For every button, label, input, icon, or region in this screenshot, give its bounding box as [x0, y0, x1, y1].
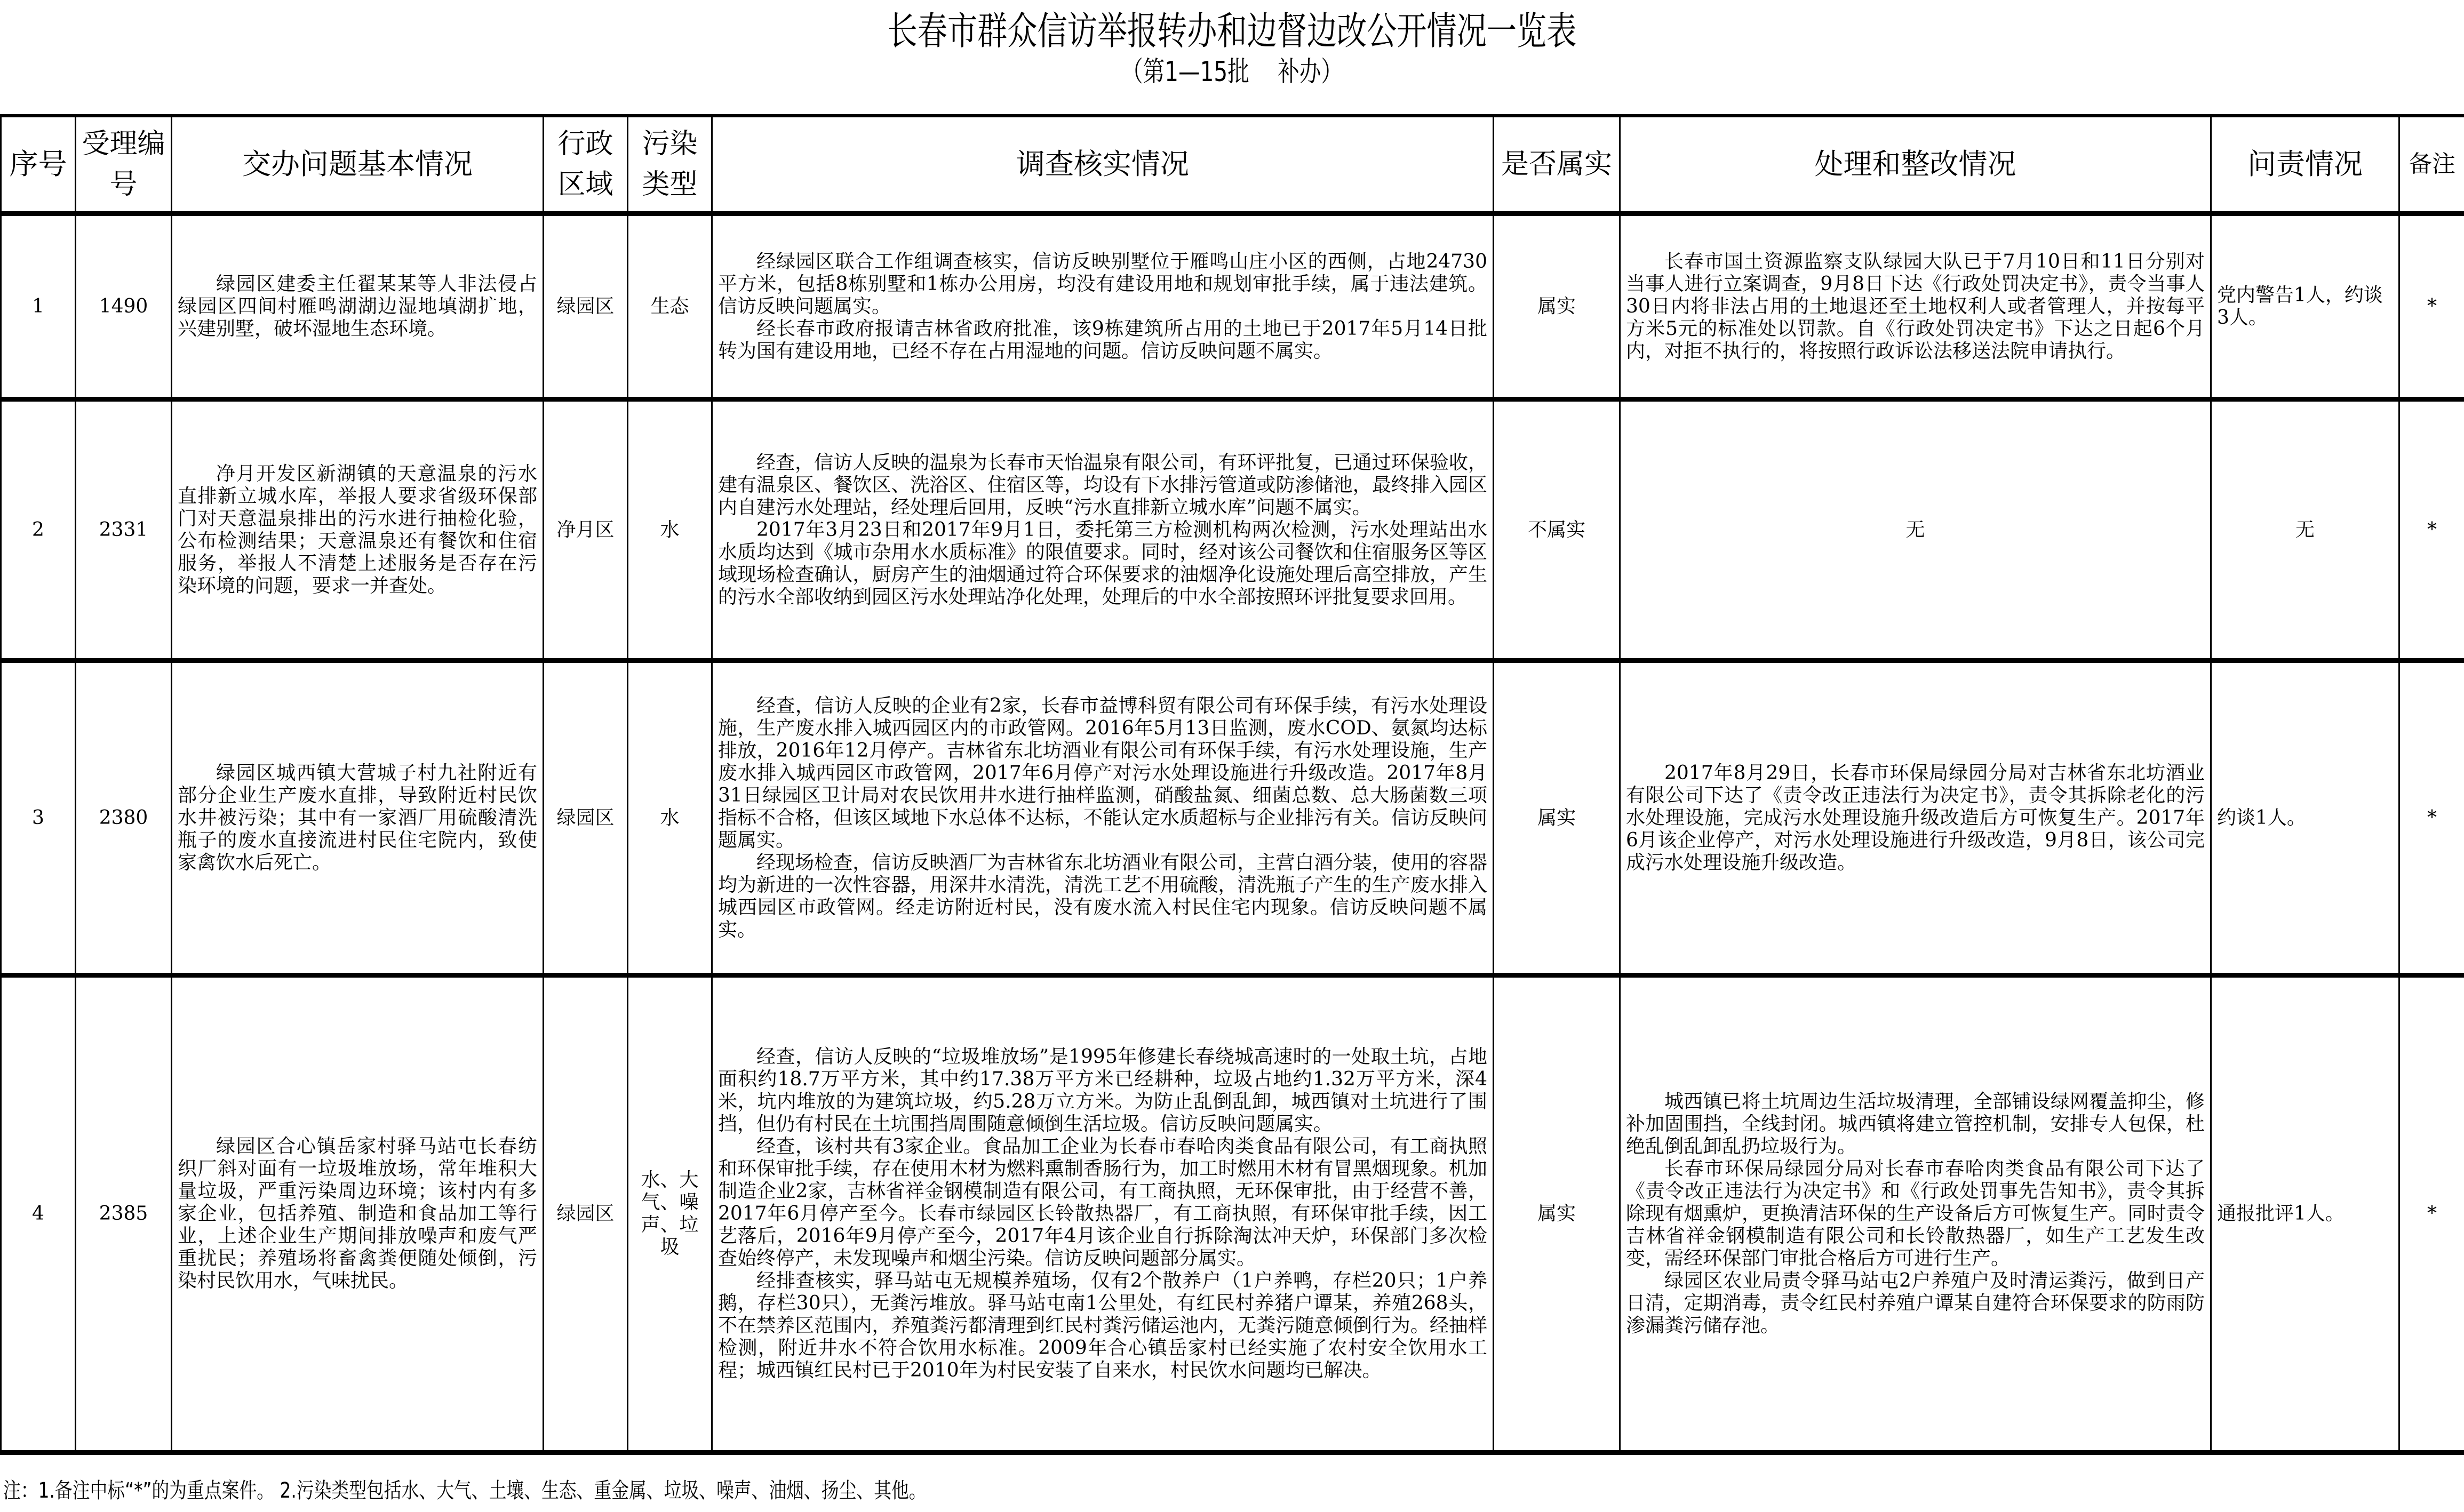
cell-pollution-type: 水 [628, 661, 712, 975]
cell-issue [172, 399, 544, 661]
cell-district: 绿园区 [544, 661, 628, 975]
cell-seq: 4 [1, 975, 76, 1453]
cell-remarks-key-case-mark: * [2399, 975, 2464, 1453]
table-header-row [1, 116, 2464, 214]
table-row [1, 399, 2464, 661]
cell-handling-paragraph: 绿园区农业局责令驿马站屯2户养殖户及时清运粪污，做到日产日清，定期消毒，责令红民村养殖户谭某自建符合环保要求的防雨防渗漏粪污储存池。 [1626, 1270, 2205, 1337]
cell-handling [1620, 399, 2211, 661]
cell-investigation [712, 975, 1494, 1453]
cell-receipt-no: 2385 [76, 975, 172, 1453]
cell-accountability: 通报批评1人。 [2211, 975, 2399, 1453]
cell-issue-text: 净月开发区新湖镇的天意温泉的污水直排新立城水库，举报人要求省级环保部门对天意温泉排出的污水进行抽检化验，公布检测结果；天意温泉还有餐饮和住宿服务，举报人不清楚上述服务是否存在污染环境的问题，要求一并查处。 [178, 462, 537, 597]
cell-investigation-paragraph: 经查，信访人反映的企业有2家，长春市益博科贸有限公司有环保手续，有污水处理设施，生产废水排入城西园区内的市政管网。2016年5月13日监测，废水COD、氨氮均达标排放，2016年12月停产。吉林省东北坊酒业有限公司有环保手续，有污水处理设施，生产废水排入城西园区市政管网，2017年6月停产对污水处理设施进行升级改造。2017年8月31日绿园区卫计局对农民饮用井水进行抽样监测，硝酸盐氮、细菌总数、总大肠菌数三项指标不合格，但该区域地下水总体不达标，不能认定水质超标与企业排污有关。信访反映问题属实。 [718, 694, 1487, 851]
cell-district: 净月区 [544, 399, 628, 661]
cell-issue-text: 绿园区合心镇岳家村驿马站屯长春纺织厂斜对面有一垃圾堆放场，常年堆积大量垃圾，严重污染周边环境；该村内有多家企业，包括养殖、制造和食品加工等行业，上述企业生产期间排放噪声和废气严重扰民；养殖场将畜禽粪便随处倾倒，污染村民饮用水，气味扰民。 [178, 1135, 537, 1292]
cell-investigation-paragraph: 经现场检查，信访反映酒厂为吉林省东北坊酒业有限公司，主营白酒分装，使用的容器均为新进的一次性容器，用深井水清洗，清洗工艺不用硫酸，清洗瓶子产生的生产废水排入城西园区市政管网。经走访附近村民，没有废水流入村民住宅内现象。信访反映问题不属实。 [718, 851, 1487, 941]
cell-issue [172, 661, 544, 975]
cell-accountability: 党内警告1人，约谈3人。 [2211, 214, 2399, 399]
table-row [1, 214, 2464, 399]
cell-remarks-key-case-mark: * [2399, 399, 2464, 661]
cell-remarks-key-case-mark: * [2399, 214, 2464, 399]
cell-receipt-no: 2331 [76, 399, 172, 661]
table-row [1, 975, 2464, 1453]
cell-verified: 属实 [1494, 975, 1620, 1453]
cell-seq: 3 [1, 661, 76, 975]
cell-remarks-key-case-mark: * [2399, 661, 2464, 975]
cell-handling-paragraph: 长春市国土资源监察支队绿园大队已于7月10日和11日分别对当事人进行立案调查，9月8日下达《行政处罚决定书》，责令当事人30日内将非法占用的土地退还至土地权利人或者管理人，并按每平方米5元的标准处以罚款。自《行政处罚决定书》下达之日起6个月内，对拒不执行的，将按照行政诉讼法移送法院申请执行。 [1626, 250, 2205, 362]
cell-investigation-paragraph: 经查，信访人反映的温泉为长春市天怡温泉有限公司，有环评批复，已通过环保验收，建有温泉区、餐饮区、洗浴区、住宿区等，均设有下水排污管道或防渗储池，最终排入园区内自建污水处理站，经处理后回用，反映“污水直排新立城水库”问题不属实。 [718, 451, 1487, 518]
header-accountability: 问责情况 [2211, 116, 2399, 214]
header-verified: 是否属实 [1494, 116, 1620, 214]
disclosure-table [0, 114, 2464, 1455]
cell-pollution-type: 水、大气、噪声、垃圾 [628, 975, 712, 1453]
cell-issue-text: 绿园区城西镇大营城子村九社附近有部分企业生产废水直排，导致附近村民饮水井被污染；其中有一家酒厂用硫酸清洗瓶子的废水直接流进村民住宅院内，致使家禽饮水后死亡。 [178, 762, 537, 874]
document-subtitle: （第1—15批 补办） [1121, 56, 1343, 88]
cell-issue-text: 绿园区建委主任翟某某等人非法侵占绿园区四间村雁鸣湖湖边湿地填湖扩地，兴建别墅，破坏湿地生态环境。 [178, 273, 537, 340]
cell-investigation-paragraph: 2017年3月23日和2017年9月1日，委托第三方检测机构两次检测，污水处理站出水水质均达到《城市杂用水水质标准》的限值要求。同时，经对该公司餐饮和住宿服务区等区域现场检查确认，厨房产生的油烟通过符合环保要求的油烟净化设施处理后高空排放，产生的污水全部收纳到园区污水处理站净化处理，处理后的中水全部按照环评批复要求回用。 [718, 518, 1487, 608]
footnote: 注：1.备注中标“*”的为重点案件。 2.污染类型包括水、大气、土壤、生态、重金属、垃圾、噪声、油烟、扬尘、其他。 [3, 1478, 927, 1503]
header-seq: 序号 [1, 116, 76, 214]
header-remarks: 备注 [2399, 116, 2464, 214]
cell-investigation-paragraph: 经排查核实，驿马站屯无规模养殖场，仅有2个散养户（1户养鸭，存栏20只；1户养鹅，存栏30只），无粪污堆放。驿马站屯南1公里处，有红民村养猪户谭某，养殖268头，不在禁养区范围内，养殖粪污都清理到红民村粪污储运池内，无粪污随意倾倒行为。经抽样检测，附近井水不符合饮用水标准。2009年合心镇岳家村已经实施了农村安全饮用水工程；城西镇红民村已于2010年为村民安装了自来水，村民饮水问题均已解决。 [718, 1270, 1487, 1381]
cell-handling [1620, 975, 2211, 1453]
cell-verified: 属实 [1494, 214, 1620, 399]
cell-district: 绿园区 [544, 214, 628, 399]
cell-accountability: 约谈1人。 [2211, 661, 2399, 975]
cell-issue [172, 214, 544, 399]
cell-accountability: 无 [2211, 399, 2399, 661]
cell-handling [1620, 661, 2211, 975]
document-title: 长春市群众信访举报转办和边督边改公开情况一览表 [887, 9, 1577, 53]
header-issue: 交办问题基本情况 [172, 116, 544, 214]
cell-pollution-type: 水 [628, 399, 712, 661]
cell-investigation [712, 214, 1494, 399]
cell-investigation-paragraph: 经绿园区联合工作组调查核实，信访反映别墅位于雁鸣山庄小区的西侧，占地24730平方米，包括8栋别墅和1栋办公用房，均没有建设用地和规划审批手续，属于违法建筑。信访反映问题属实。 [718, 250, 1487, 317]
header-investigation: 调查核实情况 [712, 116, 1494, 214]
cell-issue [172, 975, 544, 1453]
header-handling: 处理和整改情况 [1620, 116, 2211, 214]
cell-verified: 不属实 [1494, 399, 1620, 661]
cell-handling [1620, 214, 2211, 399]
cell-district: 绿园区 [544, 975, 628, 1453]
cell-handling-paragraph: 2017年8月29日，长春市环保局绿园分局对吉林省东北坊酒业有限公司下达了《责令改正违法行为决定书》，责令其拆除老化的污水处理设施，完成污水处理设施升级改造后方可恢复生产。2017年6月该企业停产，对污水处理设施进行升级改造，9月8日，该公司完成污水处理设施升级改造。 [1626, 762, 2205, 874]
cell-receipt-no: 2380 [76, 661, 172, 975]
cell-verified: 属实 [1494, 661, 1620, 975]
cell-investigation [712, 661, 1494, 975]
header-district: 行政区域 [544, 116, 628, 214]
cell-investigation-paragraph: 经查，信访人反映的“垃圾堆放场”是1995年修建长春绕城高速时的一处取土坑，占地面积约18.7万平方米，其中约17.38万平方米已经耕种，垃圾占地约1.32万平方米，深4米，坑内堆放的为建筑垃圾，约5.28万立方米。为防止乱倒乱卸，城西镇对土坑进行了围挡，但仍有村民在土坑围挡周围随意倾倒生活垃圾。信访反映问题属实。 [718, 1046, 1487, 1135]
cell-pollution-type: 生态 [628, 214, 712, 399]
cell-investigation [712, 399, 1494, 661]
table-row [1, 661, 2464, 975]
cell-handling-paragraph: 长春市环保局绿园分局对长春市春哈肉类食品有限公司下达了《责令改正违法行为决定书》和《行政处罚事先告知书》，责令其拆除现有烟熏炉，更换清洁环保的生产设备后方可恢复生产。同时责令吉林省祥金钢模制造有限公司和长铃散热器厂，如生产工艺发生改变，需经环保部门审批合格后方可进行生产。 [1626, 1158, 2205, 1269]
cell-investigation-paragraph: 经长春市政府报请吉林省政府批准，该9栋建筑所占用的土地已于2017年5月14日批转为国有建设用地，已经不存在占用湿地的问题。信访反映问题不属实。 [718, 317, 1487, 362]
cell-investigation-paragraph: 经查，该村共有3家企业。食品加工企业为长春市春哈肉类食品有限公司，有工商执照和环保审批手续，存在使用木材为燃料熏制香肠行为，加工时燃用木材有冒黑烟现象。机加制造企业2家，吉林省祥金钢模制造有限公司，有工商执照，无环保审批，由于经营不善，2017年6月停产至今。长春市绿园区长铃散热器厂，有工商执照，有环保审批手续，因工艺落后，2016年9月停产至今，2017年4月该企业自行拆除淘汰冲天炉，环保部门多次检查始终停产，未发现噪声和烟尘污染。信访反映问题部分属实。 [718, 1135, 1487, 1269]
header-pollution-type: 污染类型 [628, 116, 712, 214]
header-receipt-no: 受理编号 [76, 116, 172, 214]
cell-seq: 2 [1, 399, 76, 661]
cell-handling-paragraph: 城西镇已将土坑周边生活垃圾清理，全部铺设绿网覆盖抑尘，修补加固围挡，全线封闭。城西镇将建立管控机制，安排专人包保，杜绝乱倒乱卸乱扔垃圾行为。 [1626, 1091, 2205, 1157]
cell-handling-paragraph: 无 [1905, 518, 1925, 541]
cell-receipt-no: 1490 [76, 214, 172, 399]
cell-seq: 1 [1, 214, 76, 399]
